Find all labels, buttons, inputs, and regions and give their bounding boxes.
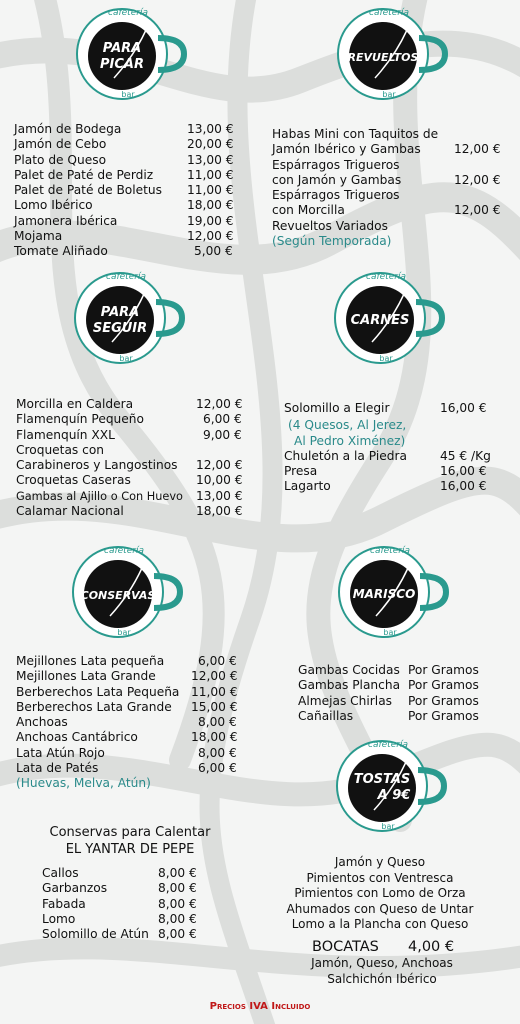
bocatas-price: 4,00 € [408, 939, 455, 955]
item-name: Flamenquín XXL [16, 427, 115, 442]
item-price: Por Gramos [408, 663, 479, 677]
item-name: Morcilla en Caldera [16, 397, 134, 411]
item-name: Lata Atún Rojo [16, 745, 105, 760]
item-price: 12,00 € [454, 142, 501, 157]
item-name: Lomo [42, 911, 76, 926]
calentar-title: Conservas para Calentar [49, 825, 211, 840]
menu-item [42, 881, 242, 896]
item-price: 8,00 € [198, 715, 237, 730]
menu-line [272, 188, 512, 203]
menu-item [16, 730, 256, 745]
menu-item [14, 229, 254, 244]
menu-item [42, 927, 242, 942]
menu-item [42, 897, 242, 912]
item-name: Anchoas Cantábrico [16, 730, 138, 745]
logo-line-1: PARA [100, 305, 140, 320]
item-price: 8,00 € [158, 896, 197, 911]
menu-item [16, 669, 256, 684]
calentar-header [10, 824, 250, 858]
menu-item [42, 866, 242, 881]
tosta-item: Lomo a la Plancha con Queso [291, 917, 469, 931]
marisco-list [298, 663, 518, 724]
menu-item [298, 663, 518, 678]
item-name: Cañaillas [298, 708, 354, 723]
logo-line-2: A 9€ [377, 788, 411, 803]
item-price: 12,00 € [196, 458, 243, 473]
item-price: 11,00 € [191, 684, 238, 699]
menu-item [284, 401, 514, 416]
menu-item [284, 479, 514, 494]
menu-item [16, 685, 256, 700]
item-name: Solomillo a Elegir [284, 401, 390, 415]
menu-item [272, 203, 512, 218]
para-seguir-list [16, 397, 256, 519]
item-name: Gambas al Ajillo o Con Huevo [16, 489, 183, 503]
item-name: Lomo Ibérico [14, 198, 93, 213]
item-price: 12,00 € [187, 229, 234, 244]
menu-item [14, 183, 254, 198]
item-name: Presa [284, 464, 318, 479]
item-price: 8,00 € [158, 866, 197, 880]
menu-item [272, 173, 512, 188]
logo-line-1: MARISCO [352, 587, 416, 601]
item-name: Solomillo de Atún [42, 927, 149, 942]
prices-footer: Precios IVA Incluido [209, 1001, 311, 1012]
bocatas-list [282, 956, 482, 987]
tosta-item: Ahumados con Queso de Untar [286, 901, 474, 916]
menu-item [298, 678, 518, 693]
item-name: Mejillones Lata pequeña [16, 654, 165, 668]
item-name: Revueltos Variados [272, 218, 388, 233]
logo-line-2: SEGUIR [92, 321, 148, 336]
bar-label: bar [382, 90, 396, 99]
logo-line-2: PICAR [100, 57, 144, 72]
cafeteria-label: cafetería [366, 272, 406, 282]
item-price: 16,00 € [440, 401, 487, 415]
item-price: 12,00 € [196, 397, 243, 411]
item-price: 15,00 € [191, 699, 238, 714]
cafeteria-label: cafetería [108, 8, 148, 18]
item-name: Anchoas [16, 715, 68, 730]
item-price: 18,00 € [196, 504, 243, 519]
conservas-note: (Huevas, Melva, Atún) [16, 776, 151, 791]
item-price: 19,00 € [187, 213, 234, 228]
item-name: Flamenquín Pequeño [16, 412, 144, 427]
item-price: 8,00 € [158, 927, 197, 942]
menu-line [272, 219, 512, 234]
logo-tostas [328, 736, 448, 836]
bar-label: bar [117, 628, 131, 637]
logo-carnes [326, 268, 446, 368]
menu-item [298, 694, 518, 709]
menu-item [16, 700, 256, 715]
logo-line-1: CARNES [350, 313, 410, 328]
item-price: 13,00 € [187, 152, 234, 167]
item-name: Berberechos Lata Pequeña [16, 684, 180, 699]
item-name: Callos [42, 866, 79, 880]
bar-label: bar [121, 90, 135, 99]
item-name: Mojama [14, 229, 63, 244]
item-name: con Morcilla [272, 203, 345, 218]
bar-label: bar [379, 354, 393, 363]
menu-item [16, 761, 256, 776]
calentar-list [42, 866, 242, 942]
item-price: 16,00 € [440, 464, 487, 479]
logo-revueltos [329, 4, 449, 104]
item-name: Jamón de Cebo [14, 137, 107, 152]
tosta-item: Jamón y Queso [334, 855, 426, 869]
menu-item [16, 458, 256, 473]
item-price: 11,00 € [187, 183, 234, 198]
menu-item [298, 709, 518, 724]
menu-item [16, 746, 256, 761]
item-name: Palet de Paté de Perdiz [14, 167, 154, 182]
item-price: 20,00 € [187, 137, 234, 152]
item-price: 13,00 € [196, 488, 243, 503]
bocata-line: Salchichón Ibérico [327, 971, 437, 986]
menu-item [16, 489, 256, 504]
item-price: 6,00 € [198, 654, 237, 668]
revueltos-note: (Según Temporada) [272, 234, 392, 249]
logo-line-1: PARA [102, 41, 142, 56]
para-picar-list [14, 122, 254, 260]
item-price: 11,00 € [187, 167, 234, 182]
item-price: 6,00 € [203, 412, 242, 427]
item-price: 13,00 € [187, 122, 234, 136]
cafeteria-label: cafetería [104, 546, 144, 556]
item-price: 16,00 € [440, 479, 487, 494]
menu-item [14, 198, 254, 213]
logo-line-1: TOSTAS [353, 772, 411, 787]
item-name: Mejillones Lata Grande [16, 669, 156, 684]
menu-line [272, 127, 512, 142]
bocatas-label: BOCATAS [312, 939, 379, 955]
item-price: 8,00 € [198, 745, 237, 760]
menu-item [14, 137, 254, 152]
item-name: Carabineros y Langostinos [16, 458, 178, 473]
item-price: 5,00 € [194, 244, 233, 259]
item-price: 10,00 € [196, 473, 243, 488]
item-price: 12,00 € [191, 669, 238, 684]
item-price: 18,00 € [187, 198, 234, 213]
revueltos-list [272, 127, 512, 249]
item-name: Espárragos Trigueros [272, 188, 400, 203]
bar-label: bar [381, 822, 395, 831]
menu-item [16, 397, 256, 412]
item-price: 9,00 € [203, 427, 242, 442]
item-price: 12,00 € [454, 203, 501, 218]
logo-marisco [330, 542, 450, 642]
carnes-note [284, 434, 514, 449]
calentar-subtitle: EL YANTAR DE PEPE [65, 842, 195, 857]
item-name: Jamonera Ibérica [14, 213, 118, 228]
conservas-list [16, 654, 256, 792]
menu-item [14, 168, 254, 183]
menu-item [14, 244, 254, 259]
cafeteria-label: cafetería [370, 546, 410, 556]
menu-item [14, 122, 254, 137]
logo-conservas [64, 542, 184, 642]
note-line: (4 Quesos, Al Jerez, [288, 418, 407, 433]
carnes-list [284, 401, 514, 495]
item-name: Croquetas con [16, 442, 105, 457]
menu-line [16, 443, 256, 458]
cafeteria-label: cafetería [369, 8, 409, 18]
item-name: Plato de Queso [14, 152, 107, 167]
item-name: Espárragos Trigueros [272, 157, 400, 172]
item-name: Almejas Chirlas [298, 693, 393, 708]
item-name: Palet de Paté de Boletus [14, 183, 162, 198]
item-name: Chuletón a la Piedra [284, 448, 407, 463]
item-price: 8,00 € [158, 911, 197, 926]
item-name: con Jamón y Gambas [272, 172, 402, 187]
menu-item [16, 412, 256, 427]
menu-item [14, 153, 254, 168]
item-name: Lagarto [284, 479, 331, 494]
logo-para-seguir [66, 268, 186, 368]
tostas-list [280, 855, 480, 933]
item-price: 6,00 € [198, 761, 237, 776]
item-name: Berberechos Lata Grande [16, 699, 172, 714]
menu-item [272, 142, 512, 157]
item-price: 12,00 € [454, 172, 501, 187]
logo-para-picar [68, 4, 188, 104]
item-name: Jamón de Bodega [14, 122, 122, 136]
item-price: Por Gramos [408, 708, 479, 723]
cafeteria-label: cafetería [106, 272, 146, 282]
item-name: Calamar Nacional [16, 504, 124, 519]
menu-item [16, 473, 256, 488]
menu-line [272, 158, 512, 173]
item-name: Fabada [42, 896, 86, 911]
item-name: Habas Mini con Taquitos de [272, 127, 439, 141]
item-price: Por Gramos [408, 693, 479, 708]
item-name: Jamón Ibérico y Gambas [272, 142, 421, 157]
item-price: 18,00 € [191, 730, 238, 745]
item-name: Gambas Plancha [298, 678, 401, 693]
menu-item [16, 428, 256, 443]
item-name: Croquetas Caseras [16, 473, 131, 488]
menu-item [14, 214, 254, 229]
cafeteria-label: cafetería [368, 740, 408, 750]
item-name: Garbanzos [42, 881, 108, 896]
item-name: Tomate Aliñado [14, 244, 108, 259]
menu-item [16, 654, 256, 669]
logo-line-1: REVUELTOS [347, 51, 419, 64]
bocata-line: Jamón, Queso, Anchoas [311, 956, 453, 970]
bar-label: bar [119, 354, 133, 363]
menu-item [16, 504, 256, 519]
logo-line-1: CONSERVAS [80, 589, 156, 602]
item-price: 8,00 € [158, 881, 197, 896]
item-name: Lata de Patés [16, 761, 99, 776]
tosta-item: Pimientos con Ventresca [306, 870, 454, 885]
item-price: Por Gramos [408, 678, 479, 693]
menu-item [284, 449, 514, 464]
item-name: Gambas Cocidas [298, 663, 400, 677]
menu-item [16, 715, 256, 730]
menu-item [42, 912, 242, 927]
carnes-note [284, 418, 514, 433]
note-line: Al Pedro Ximénez) [294, 433, 406, 448]
menu-item [284, 464, 514, 479]
tosta-item: Pimientos con Lomo de Orza [294, 886, 466, 900]
bar-label: bar [383, 628, 397, 637]
item-price: 45 € /Kg [440, 448, 491, 463]
